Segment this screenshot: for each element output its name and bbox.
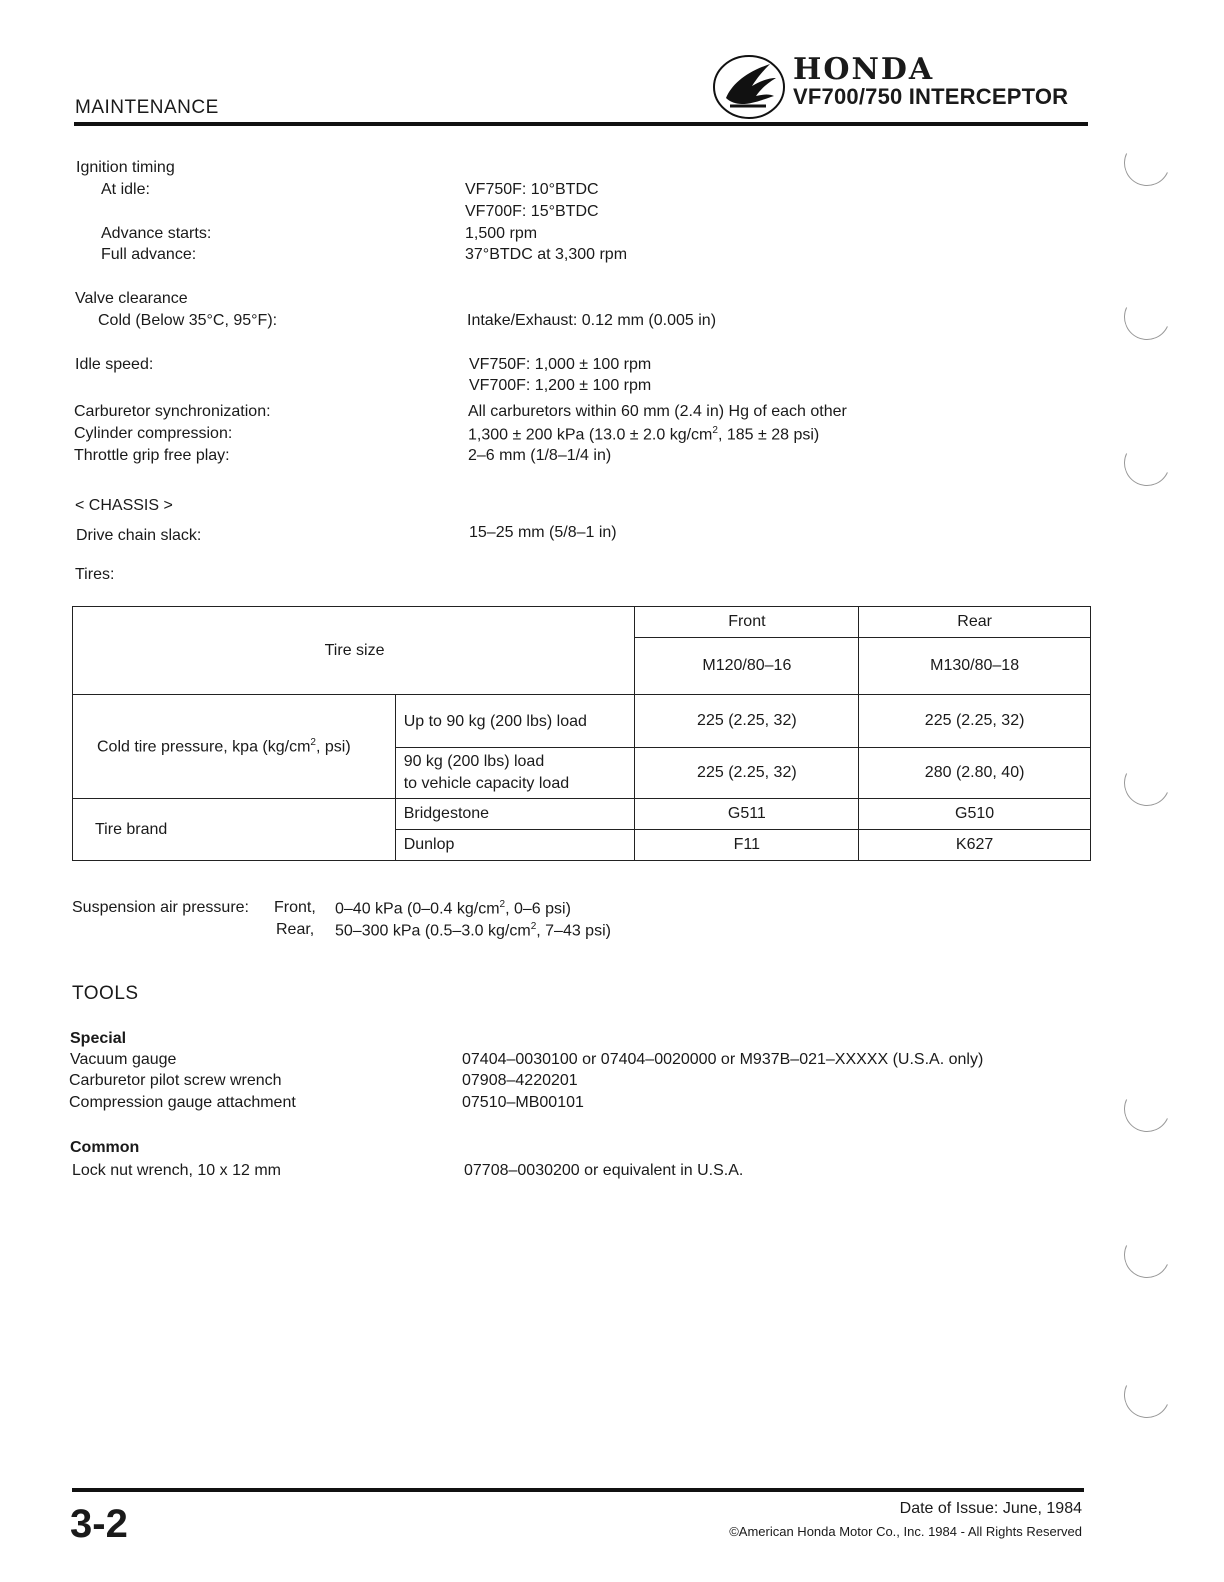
load2-label-line1: 90 kg (200 lbs) load	[403, 753, 545, 770]
idle-speed-value-1: VF750F: 1,000 ± 100 rpm	[469, 356, 652, 373]
tool-name: Lock nut wrench, 10 x 12 mm	[72, 1162, 281, 1179]
idle-speed-value-2: VF700F: 1,200 ± 100 rpm	[469, 377, 652, 394]
tool-name: Carburetor pilot screw wrench	[69, 1072, 282, 1089]
valve-cold-label: Cold (Below 35°C, 95°F):	[98, 312, 278, 329]
binder-hole-decoration	[1118, 1080, 1177, 1139]
size-rear: M130/80–18	[859, 638, 1091, 695]
special-tools-heading: Special	[70, 1030, 127, 1047]
load2-label	[395, 748, 635, 799]
binder-hole-decoration	[1118, 1366, 1177, 1425]
brand2-name: Dunlop	[395, 830, 635, 861]
tool-part: 07404–0030100 or 07404–0020000 or M937B–021–XXXXX (U.S.A. only)	[462, 1051, 984, 1068]
table-row	[73, 695, 1091, 748]
full-advance-label: Full advance:	[101, 246, 197, 263]
binder-hole-decoration	[1118, 1226, 1177, 1285]
carb-sync-value: All carburetors within 60 mm (2.4 in) Hg of each other	[468, 403, 847, 420]
honda-wing-logo-icon	[712, 54, 786, 120]
page-number: 3-2	[70, 1502, 128, 1546]
tool-part: 07708–0030200 or equivalent in U.S.A.	[464, 1162, 744, 1179]
chain-slack-label: Drive chain slack:	[76, 527, 202, 544]
suspension-front-sup: 2	[499, 899, 506, 910]
load1-front: 225 (2.25, 32)	[635, 695, 859, 748]
valve-clearance-label: Valve clearance	[75, 290, 188, 307]
footer-rule	[72, 1488, 1084, 1492]
issue-date: Date of Issue: June, 1984	[899, 1500, 1082, 1517]
ignition-timing-label: Ignition timing	[76, 159, 175, 176]
compression-value-a: 1,300 ± 200 kPa (13.0 ± 2.0 kg/cm	[468, 426, 713, 444]
section-title: MAINTENANCE	[75, 97, 219, 118]
tire-brand-label	[73, 799, 396, 861]
load1-rear: 225 (2.25, 32)	[859, 695, 1091, 748]
carb-sync-label: Carburetor synchronization:	[74, 403, 271, 420]
brand-name: HONDA	[793, 52, 935, 87]
suspension-rear-sup: 2	[530, 921, 537, 932]
load2-front: 225 (2.25, 32)	[635, 748, 859, 799]
brand1-name: Bridgestone	[395, 799, 635, 830]
suspension-front-a: 0–40 kPa (0–0.4 kg/cm	[335, 900, 500, 918]
brand1-rear: G510	[859, 799, 1091, 830]
tire-size-label	[73, 607, 635, 695]
tool-part: 07510–MB00101	[462, 1094, 584, 1111]
suspension-front-label: Front,	[274, 899, 316, 916]
suspension-rear-b: , 7–43 psi)	[536, 922, 611, 940]
pressure-label-b: , psi)	[315, 738, 351, 756]
tools-heading: TOOLS	[72, 983, 139, 1004]
rear-header: Rear	[859, 607, 1091, 638]
suspension-front-b: , 0–6 psi)	[505, 900, 571, 918]
suspension-rear-a: 50–300 kPa (0.5–3.0 kg/cm	[335, 922, 531, 940]
suspension-rear-value	[335, 921, 611, 940]
front-header: Front	[635, 607, 859, 638]
tires-label: Tires:	[75, 566, 115, 583]
at-idle-value-1: VF750F: 10°BTDC	[465, 181, 599, 198]
at-idle-value-2: VF700F: 15°BTDC	[465, 203, 599, 220]
compression-label: Cylinder compression:	[74, 425, 233, 442]
suspension-front-value	[335, 899, 571, 918]
pressure-label-sup: 2	[310, 736, 316, 748]
suspension-rear-label: Rear,	[276, 921, 315, 938]
valve-cold-value: Intake/Exhaust: 0.12 mm (0.005 in)	[467, 312, 717, 329]
table-row	[73, 799, 1091, 830]
throttle-value: 2–6 mm (1/8–1/4 in)	[468, 447, 612, 464]
advance-starts-value: 1,500 rpm	[465, 225, 538, 242]
compression-value	[468, 425, 819, 444]
load2-label-line2: to vehicle capacity load	[403, 775, 570, 792]
binder-hole-decoration	[1118, 134, 1177, 193]
advance-starts-label: Advance starts:	[101, 225, 212, 242]
load1-label-text: Up to 90 kg (200 lbs) load	[403, 712, 587, 730]
tool-name: Vacuum gauge	[70, 1051, 177, 1068]
throttle-label: Throttle grip free play:	[74, 447, 230, 464]
common-tools-heading: Common	[70, 1139, 140, 1156]
model-name: VF700/750 INTERCEPTOR	[793, 84, 1069, 109]
suspension-label: Suspension air pressure:	[72, 899, 249, 916]
header-rule	[74, 122, 1088, 126]
chassis-heading: < CHASSIS >	[75, 497, 173, 514]
load1-label	[395, 695, 635, 748]
binder-hole-decoration	[1118, 434, 1177, 493]
pressure-label	[73, 695, 396, 799]
full-advance-value: 37°BTDC at 3,300 rpm	[465, 246, 628, 263]
size-front: M120/80–16	[635, 638, 859, 695]
tool-name: Compression gauge attachment	[69, 1094, 296, 1111]
tire-size-label-text: Tire size	[324, 641, 385, 659]
brand2-front: F11	[635, 830, 859, 861]
binder-hole-decoration	[1118, 754, 1177, 813]
brand1-front: G511	[635, 799, 859, 830]
tire-brand-label-text: Tire brand	[95, 820, 168, 838]
compression-value-b: , 185 ± 28 psi)	[717, 426, 820, 444]
table-row	[73, 607, 1091, 638]
compression-value-sup: 2	[712, 425, 718, 436]
idle-speed-label: Idle speed:	[75, 356, 154, 373]
chain-slack-value: 15–25 mm (5/8–1 in)	[469, 524, 617, 541]
tire-spec-table	[72, 606, 1091, 861]
brand2-rear: K627	[859, 830, 1091, 861]
binder-hole-decoration	[1118, 288, 1177, 347]
load2-rear: 280 (2.80, 40)	[859, 748, 1091, 799]
copyright: ©American Honda Motor Co., Inc. 1984 - All Rights Reserved	[729, 1524, 1082, 1539]
at-idle-label: At idle:	[101, 181, 150, 198]
tool-part: 07908–4220201	[462, 1072, 578, 1089]
pressure-label-a: Cold tire pressure, kpa (kg/cm	[97, 738, 311, 756]
